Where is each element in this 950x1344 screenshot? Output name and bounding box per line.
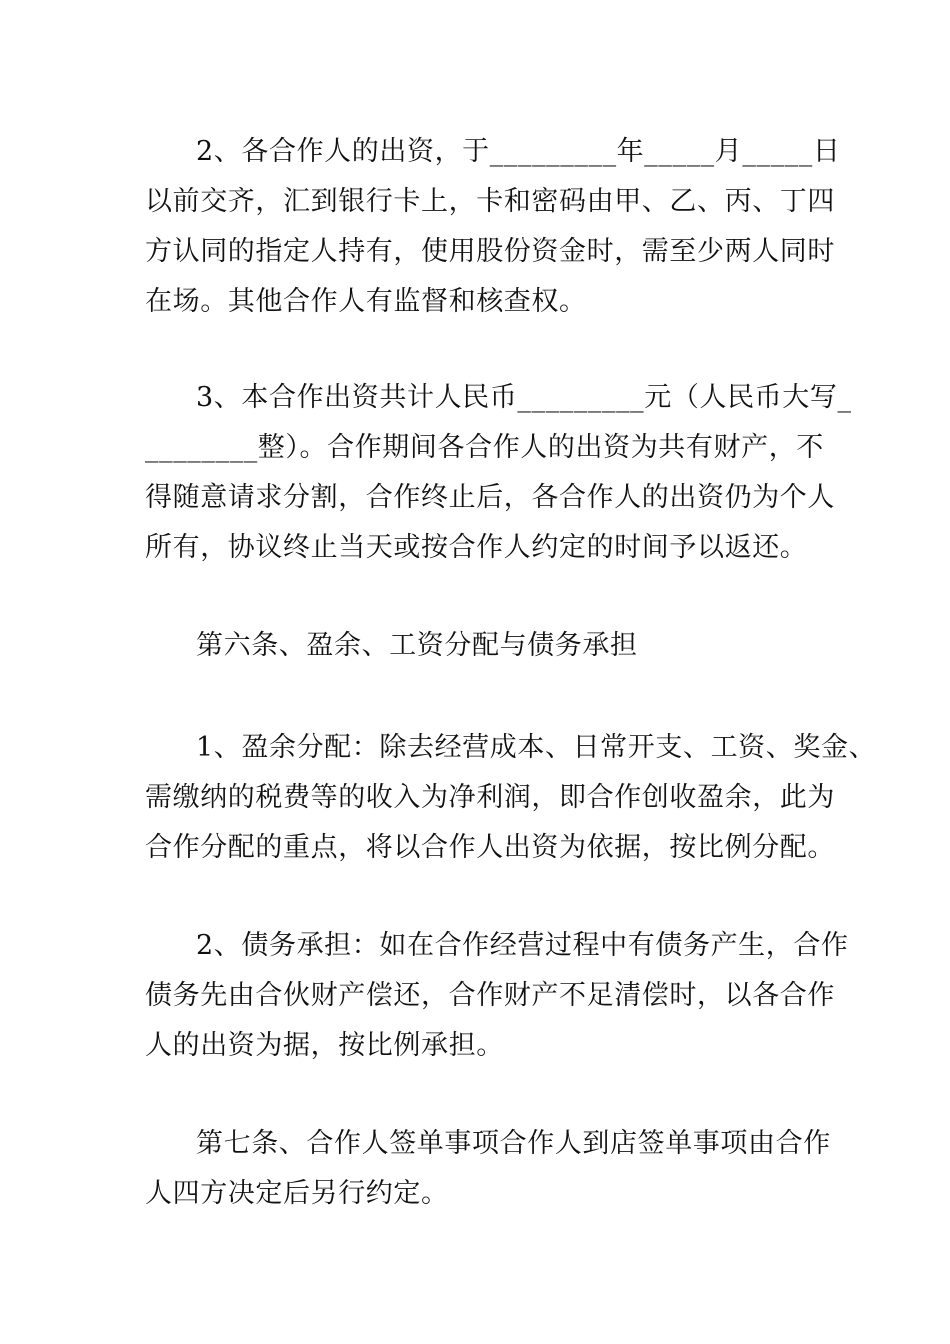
text-line: ________整）。合作期间各合作人的出资为共有财产，不 (145, 432, 824, 463)
text-line: 在场。其他合作人有监督和核查权。 (145, 286, 587, 317)
text-line: 债务先由合伙财产偿还，合作财产不足清偿时，以各合作 (145, 980, 835, 1011)
text-line: 人的出资为据，按比例承担。 (145, 1030, 504, 1061)
text-line: 需缴纳的税费等的收入为净利润，即合作创收盈余，此为 (145, 782, 835, 813)
text-line: 以前交齐，汇到银行卡上，卡和密码由甲、乙、丙、丁四 (145, 186, 835, 217)
text-line: 合作分配的重点，将以合作人出资为依据，按比例分配。 (145, 832, 835, 863)
text-line: 人四方决定后另行约定。 (145, 1178, 449, 1209)
section-heading-article-6: 第六条、盈余、工资分配与债务承担 (196, 630, 638, 661)
text-line: 第七条、合作人签单事项合作人到店签单事项由合作 (196, 1128, 831, 1159)
text-line: 2、债务承担：如在合作经营过程中有债务产生，合作 (196, 930, 849, 961)
text-line: 得随意请求分割，合作终止后，各合作人的出资仍为个人 (145, 482, 835, 513)
text-line: 3、本合作出资共计人民币_________元（人民币大写_ (196, 382, 852, 413)
text-line: 所有，协议终止当天或按合作人约定的时间予以返还。 (145, 532, 808, 563)
text-line: 1、盈余分配：除去经营成本、日常开支、工资、奖金、 (196, 732, 877, 763)
text-line: 2、各合作人的出资，于_________年_____月_____日 (196, 136, 841, 167)
text-line: 方认同的指定人持有，使用股份资金时，需至少两人同时 (145, 236, 835, 267)
